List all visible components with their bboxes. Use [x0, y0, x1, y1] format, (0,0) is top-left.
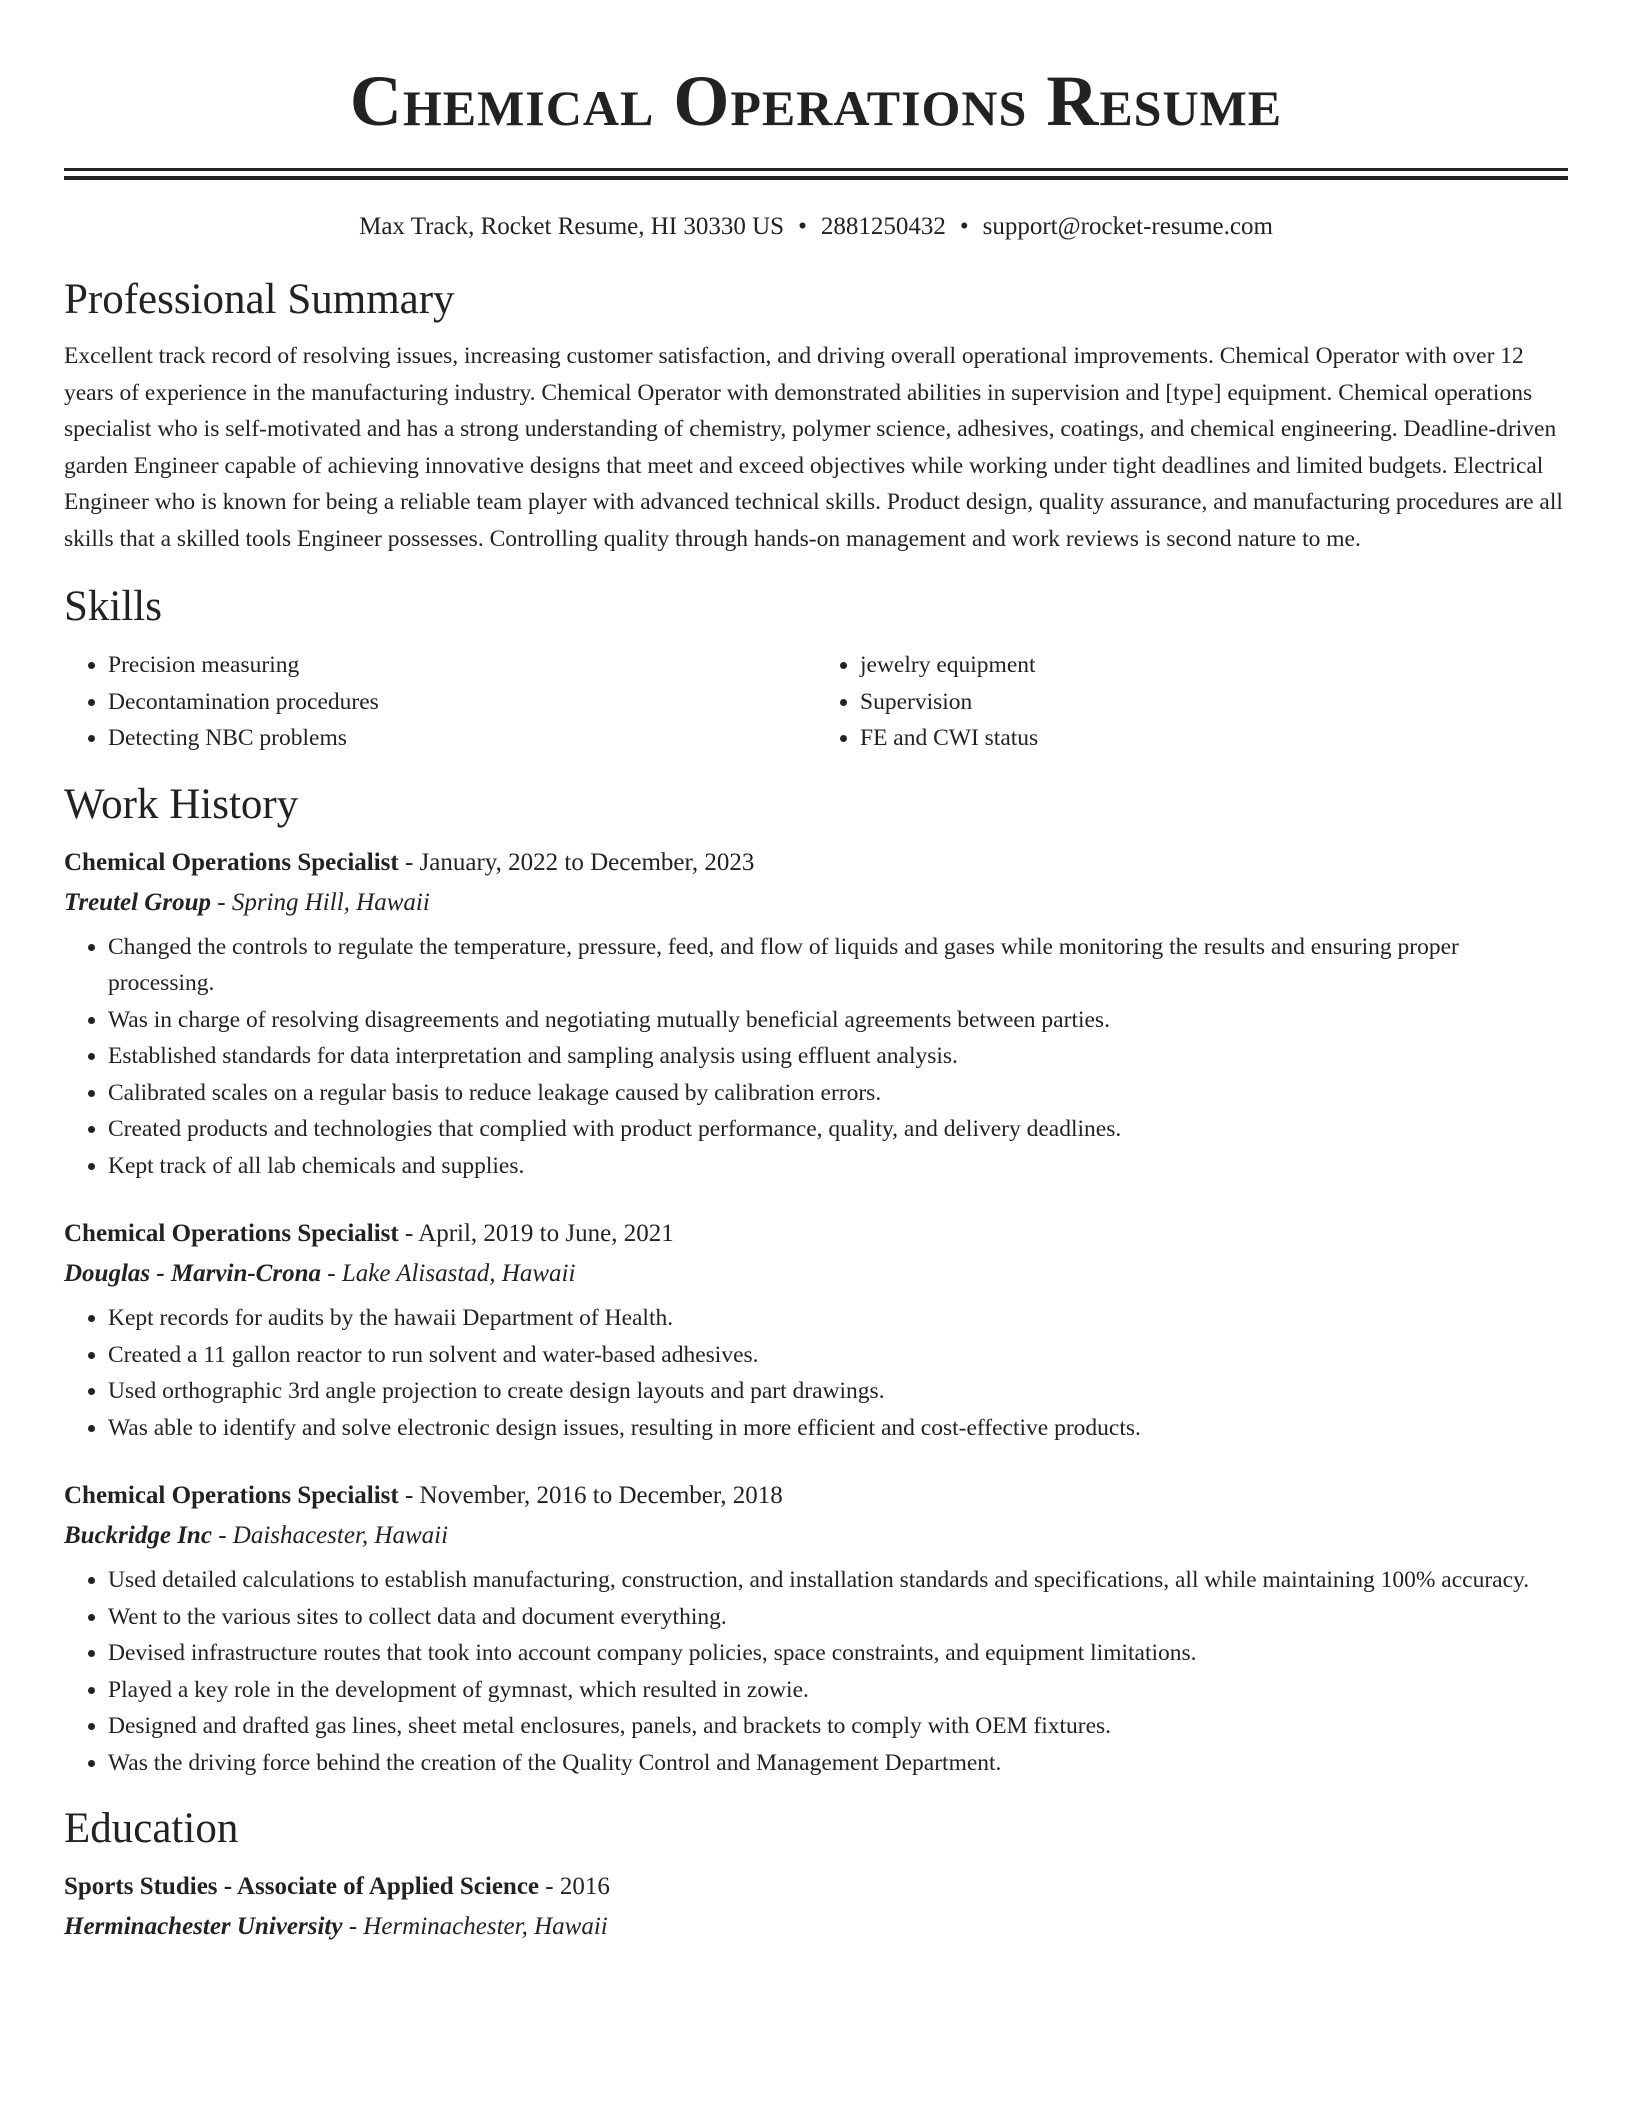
job-entry	[64, 1478, 1568, 1781]
contact-email: support@rocket-resume.com	[982, 213, 1273, 240]
job-bullet: • Used detailed calculations to establish manufacturing, construction, and installation standards and specifications, all while maintaining 100% accuracy.	[108, 1562, 1568, 1599]
summary-section	[64, 274, 1568, 557]
job-bullet: • Was in charge of resolving disagreements and negotiating mutually beneficial agreements between parties.	[108, 1002, 1568, 1039]
job-bullets	[64, 1562, 1568, 1781]
job-bullet: • Established standards for data interpretation and sampling analysis using effluent analysis.	[108, 1038, 1568, 1075]
job-bullet: • Created products and technologies that complied with product performance, quality, and delivery deadlines.	[108, 1111, 1568, 1148]
skill-item: • Precision measuring	[108, 647, 816, 684]
job-bullet: • Played a key role in the development of gymnast, which resulted in zowie.	[108, 1672, 1568, 1709]
school-location: - Herminachester, Hawaii	[342, 1913, 608, 1940]
education-section	[64, 1803, 1568, 1945]
job-bullet: • Kept track of all lab chemicals and supplies.	[108, 1148, 1568, 1185]
skill-item: • jewelry equipment	[860, 647, 1568, 684]
degree-name: Sports Studies - Associate of Applied Science	[64, 1873, 540, 1900]
contact-line	[64, 210, 1568, 244]
skill-item: • FE and CWI status	[860, 720, 1568, 757]
job-company: Treutel Group	[64, 888, 211, 916]
contact-phone: 2881250432	[820, 213, 946, 240]
job-location: - Daishacester, Hawaii	[211, 1522, 449, 1549]
job-bullet: • Was able to identify and solve electronic design issues, resulting in more efficient and cost-effective products.	[108, 1410, 1568, 1447]
summary-heading: Professional Summary	[64, 276, 455, 323]
job-company: Buckridge Inc	[64, 1522, 212, 1549]
job-bullet: • Created a 11 gallon reactor to run solvent and water-based adhesives.	[108, 1337, 1568, 1374]
education-heading: Education	[64, 1805, 239, 1852]
title-divider	[64, 168, 1568, 180]
job-employer	[64, 1518, 1568, 1554]
job-header	[64, 845, 1568, 881]
job-dates: - January, 2022 to December, 2023	[398, 848, 755, 876]
skills-list-left	[64, 647, 816, 757]
job-entry	[64, 1216, 1568, 1446]
job-employer	[64, 1256, 1568, 1292]
job-dates: - April, 2019 to June, 2021	[398, 1220, 674, 1247]
summary-text: Excellent track record of resolving issues, increasing customer satisfaction, and driving overall operational improvements. Chemical Operator with over 12 years of experience in the manufacturing industry. Chemical Operator with demonstrated abilities in supervision and [type] equipment. Chemical operations specialist who is self-motivated and has a strong understanding of chemistry, polymer science, adhesives, coatings, and chemical engineering. Deadline-driven garden Engineer capable of achieving innovative designs that meet and exceed objectives while working under tight deadlines and limited budgets. Electrical Engineer who is known for being a reliable team player with advanced technical skills. Product design, quality assurance, and manufacturing procedures are all skills that a skilled tools Engineer possesses. Controlling quality through hands-on management and work reviews is second nature to me.	[64, 343, 1563, 552]
school-line	[64, 1909, 1568, 1945]
job-role: Chemical Operations Specialist	[64, 1220, 399, 1247]
job-bullet: • Devised infrastructure routes that took into account company policies, space constraints, and equipment limitations.	[108, 1635, 1568, 1672]
skill-item: • Supervision	[860, 684, 1568, 721]
job-bullet: • Designed and drafted gas lines, sheet metal enclosures, panels, and brackets to comply with OEM fixtures.	[108, 1708, 1568, 1745]
job-role: Chemical Operations Specialist	[64, 1482, 399, 1509]
work-heading: Work History	[64, 780, 299, 828]
job-location: - Lake Alisastad, Hawaii	[321, 1260, 576, 1287]
job-dates: - November, 2016 to December, 2018	[398, 1482, 783, 1509]
job-bullet: • Kept records for audits by the hawaii Department of Health.	[108, 1300, 1568, 1337]
skill-item: • Decontamination procedures	[108, 684, 816, 721]
school-name: Herminachester University	[64, 1913, 343, 1940]
job-bullets	[64, 1300, 1568, 1446]
job-header	[64, 1478, 1568, 1514]
skill-item: • Detecting NBC problems	[108, 720, 816, 757]
job-bullet: • Used orthographic 3rd angle projection to create design layouts and part drawings.	[108, 1373, 1568, 1410]
job-bullet: • Changed the controls to regulate the temperature, pressure, feed, and flow of liquids and gases while monitoring the results and ensuring proper processing.	[108, 929, 1568, 1002]
job-company: Douglas - Marvin-Crona	[64, 1260, 321, 1287]
resume-title: Chemical Operations Resume	[349, 61, 1283, 141]
job-header	[64, 1216, 1568, 1252]
contact-address: Max Track, Rocket Resume, HI 30330 US	[359, 213, 785, 240]
contact-separator: •	[798, 213, 807, 240]
job-bullet: • Calibrated scales on a regular basis to reduce leakage caused by calibration errors.	[108, 1075, 1568, 1112]
skills-heading: Skills	[64, 583, 162, 630]
job-bullet: • Went to the various sites to collect data and document everything.	[108, 1599, 1568, 1636]
job-role: Chemical Operations Specialist	[64, 848, 399, 876]
job-bullet: • Was the driving force behind the creation of the Quality Control and Management Department.	[108, 1745, 1568, 1782]
skills-section	[64, 581, 1568, 757]
job-entry	[64, 845, 1568, 1185]
skills-columns	[64, 647, 1568, 757]
job-bullets	[64, 929, 1568, 1185]
contact-separator: •	[959, 213, 969, 240]
degree-line	[64, 1869, 1568, 1905]
job-employer	[64, 885, 1568, 921]
job-location: - Spring Hill, Hawaii	[211, 888, 430, 916]
work-section	[64, 779, 1568, 1782]
degree-year: - 2016	[539, 1873, 610, 1900]
skills-list-right	[816, 647, 1568, 757]
